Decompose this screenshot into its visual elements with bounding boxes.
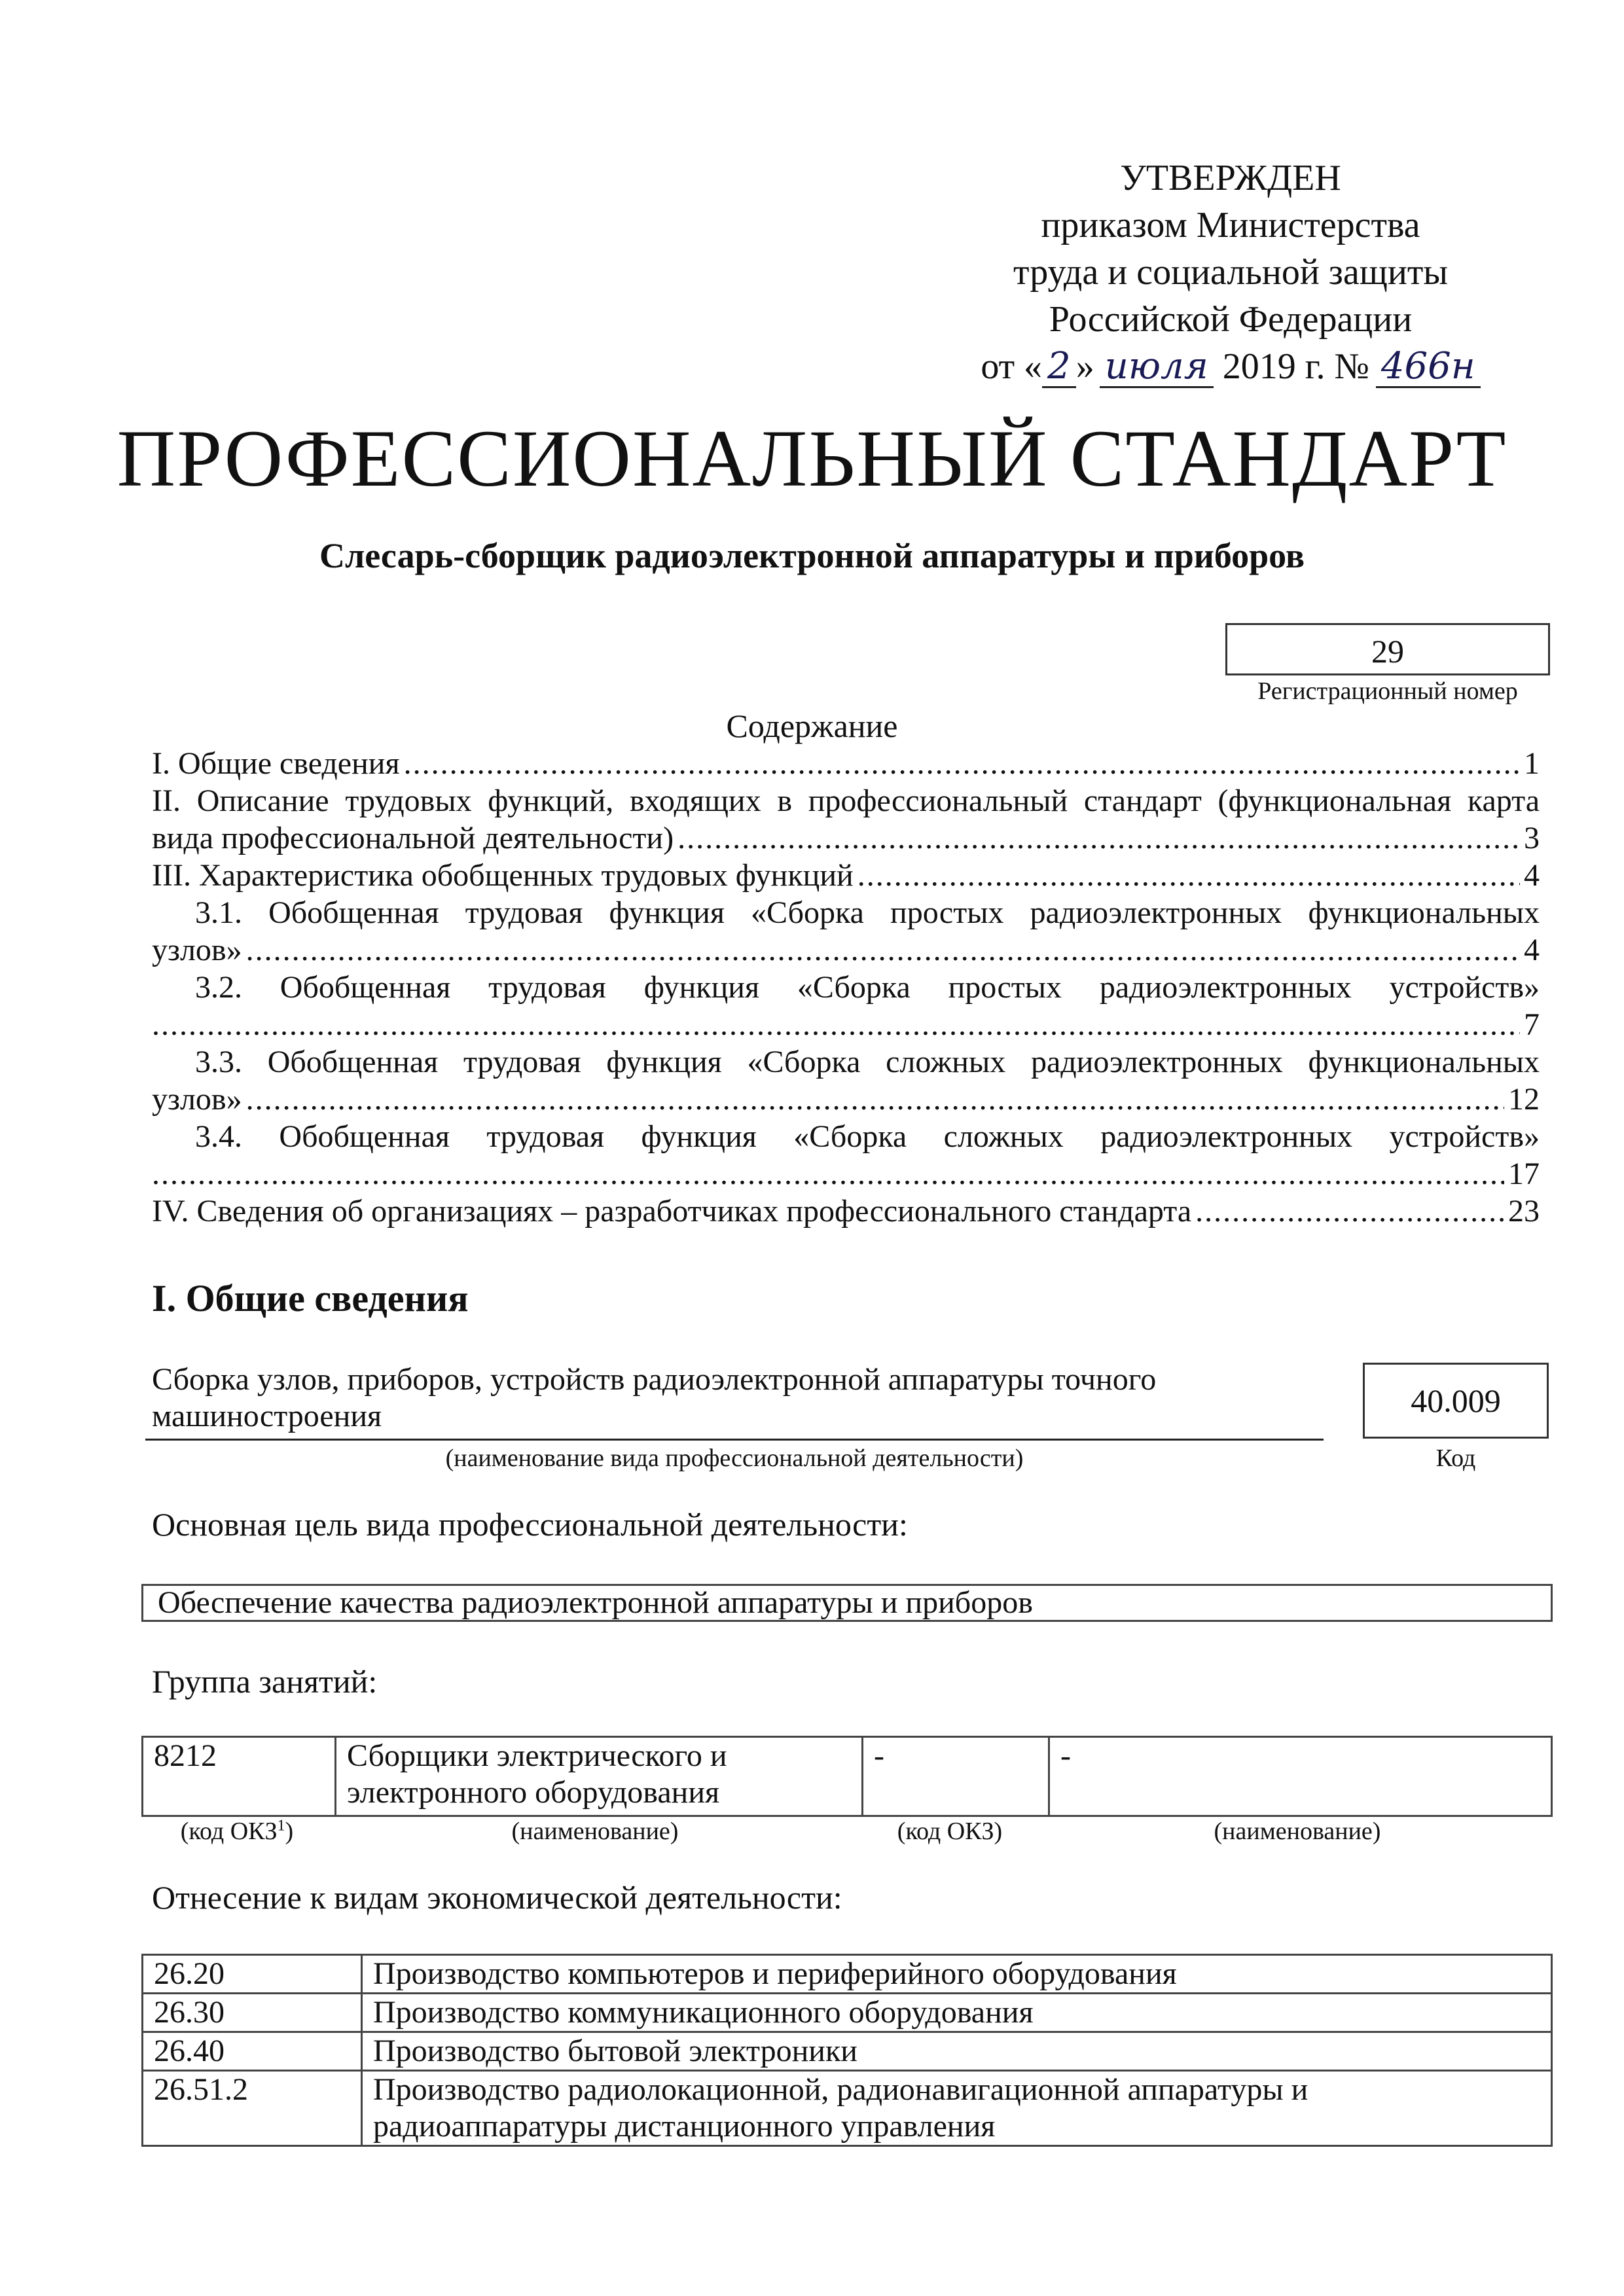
okved-name-cell: Производство коммуникационного оборудования [362, 1994, 1552, 2032]
okved-code-cell: 26.30 [143, 1994, 362, 2032]
document-title: ПРОФЕССИОНАЛЬНЫЙ СТАНДАРТ [117, 414, 1507, 503]
table-row [143, 1737, 1552, 1816]
approval-date-line [903, 343, 1558, 390]
activity-kind-caption: (наименование вида профессиональной деятельности) [445, 1444, 1024, 1472]
toc-item[interactable]: ..... 17 [152, 1155, 1540, 1193]
okved-name-cell: Производство компьютеров и периферийного оборудования [362, 1955, 1552, 1994]
toc-item-line[interactable]: 3.3. Обобщенная трудовая функция «Сборка сложных радиоэлектронных функциональных [195, 1045, 1540, 1079]
activity-kind-name: Сборка узлов, приборов, устройств радиоэлектронной аппаратуры точного машиностроения [152, 1362, 1157, 1433]
toc-item-line[interactable]: II. Описание трудовых функций, входящих в профессиональный стандарт (функциональная карта [152, 783, 1540, 818]
okved-code-cell: 26.40 [143, 2032, 362, 2071]
toc-heading: Содержание [726, 708, 898, 744]
table-of-contents [152, 745, 1540, 1230]
occupation-group-label: Группа занятий: [152, 1663, 378, 1700]
table-row [143, 2032, 1552, 2071]
toc-item-line[interactable]: 3.4. Обобщенная трудовая функция «Сборка сложных радиоэлектронных устройств» [195, 1119, 1540, 1154]
date-prefix: от « [981, 346, 1043, 387]
toc-item-line[interactable]: 3.1. Обобщенная трудовая функция «Сборка простых радиоэлектронных функциональных [195, 895, 1540, 930]
okved-code-cell: 26.20 [143, 1955, 362, 1994]
table-row [143, 1955, 1552, 1994]
toc-item[interactable]: узлов» ..... 4 [152, 931, 1540, 969]
handwritten-month: июля [1100, 347, 1214, 388]
economic-activity-label: Отнесение к видам экономической деятельности: [152, 1879, 842, 1916]
okz-code-cell: 8212 [143, 1737, 336, 1816]
okz-code-caption: (код ОКЗ) [897, 1818, 1003, 1845]
toc-item[interactable]: вида профессиональной деятельности) ..... 3 [152, 819, 1540, 857]
okz-name-caption: (наименование) [1214, 1818, 1381, 1845]
toc-item[interactable]: III. Характеристика обобщенных трудовых функций ..... 4 [152, 857, 1540, 894]
handwritten-day: 2 [1042, 347, 1076, 388]
okz-name-caption: (наименование) [511, 1818, 679, 1845]
okz-code-cell: - [863, 1737, 1049, 1816]
approval-block [903, 154, 1558, 390]
table-row [143, 2071, 1552, 2146]
date-mid: » [1075, 346, 1094, 387]
approval-line-3: труда и социальной защиты [1013, 252, 1448, 293]
toc-item[interactable]: узлов» ..... 12 [152, 1081, 1540, 1118]
approval-line-1: УТВЕРЖДЕН [1120, 158, 1341, 198]
okved-name-cell: Производство бытовой электроники [362, 2032, 1552, 2071]
okz-code-caption: (код ОКЗ$^1$) [180, 1817, 294, 1845]
registration-number-label: Регистрационный номер [1257, 677, 1518, 705]
toc-item[interactable]: ..... 7 [152, 1006, 1540, 1043]
okz-name-cell: Сборщики электрического и электронного оборудования [336, 1737, 863, 1816]
standard-name: Слесарь-сборщик радиоэлектронной аппаратуры и приборов [319, 536, 1305, 575]
okved-name-cell: Производство радиолокационной, радионавигационной аппаратуры и радиоаппаратуры дистанционного управления [362, 2071, 1552, 2146]
economic-activity-table [141, 1954, 1553, 2147]
activity-code-box: 40.009 [1363, 1363, 1549, 1439]
goal-box: Обеспечение качества радиоэлектронной аппаратуры и приборов [141, 1584, 1553, 1622]
date-year: 2019 г. № [1222, 346, 1369, 387]
handwritten-order-number: 466н [1376, 347, 1481, 388]
table-row [143, 1994, 1552, 2032]
occupation-group-table [141, 1736, 1553, 1817]
section-title: I. Общие сведения [152, 1277, 469, 1319]
toc-item-line[interactable]: 3.2. Обобщенная трудовая функция «Сборка простых радиоэлектронных устройств» [195, 970, 1540, 1005]
registration-number-box: 29 [1225, 623, 1550, 675]
okz-name-cell: - [1049, 1737, 1552, 1816]
toc-item[interactable]: I. Общие сведения ..... 1 [152, 745, 1540, 782]
goal-label: Основная цель вида профессиональной деятельности: [152, 1506, 908, 1543]
activity-kind-underline [145, 1439, 1324, 1441]
approval-line-4: Российской Федерации [1049, 299, 1413, 340]
toc-item[interactable]: IV. Сведения об организациях – разработчиках профессионального стандарта ..... 23 [152, 1193, 1540, 1230]
approval-line-2: приказом Министерства [1041, 205, 1420, 245]
activity-code-caption: Код [1435, 1444, 1476, 1472]
okved-code-cell: 26.51.2 [143, 2071, 362, 2146]
